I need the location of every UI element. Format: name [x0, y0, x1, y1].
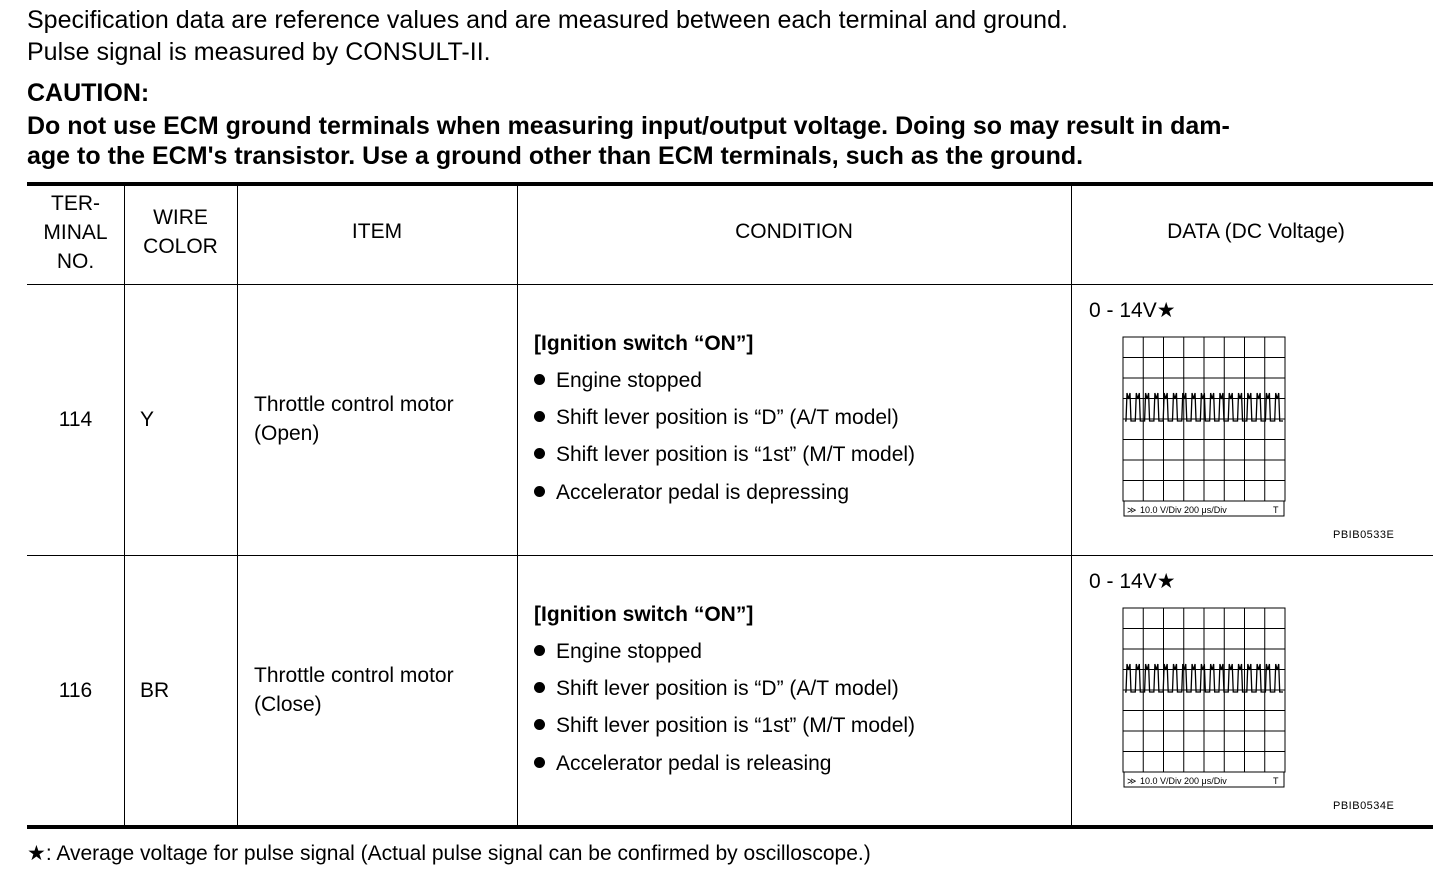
header-wire-line2: COLOR [143, 235, 218, 258]
star-icon: ★ [27, 842, 46, 865]
condition-item [534, 369, 702, 393]
condition-item [534, 443, 915, 467]
column-divider [124, 186, 125, 825]
header-terminal-line1: TER- [51, 192, 100, 215]
condition-text: Accelerator pedal is releasing [556, 752, 832, 775]
bullet-icon [534, 448, 545, 459]
terminal-number: 116 [58, 679, 93, 702]
wire-color: Y [140, 408, 155, 431]
column-divider [1071, 186, 1072, 825]
header-wire-line1: WIRE [153, 206, 208, 229]
condition-title: [Ignition switch “ON”] [534, 603, 754, 626]
image-code: PBIB0534E [1333, 800, 1395, 812]
scope-trigger-glyph: T [1273, 505, 1279, 515]
bullet-icon [534, 645, 545, 656]
scope-left-glyph: ≫ [1127, 505, 1137, 515]
scope-trigger-glyph: T [1273, 776, 1279, 786]
column-divider [237, 186, 238, 825]
bullet-icon [534, 719, 545, 730]
header-wire-color [124, 203, 237, 261]
item-name-line2: (Close) [254, 693, 322, 716]
item-name-line2: (Open) [254, 422, 320, 445]
footnote [27, 841, 871, 866]
condition-text: Engine stopped [556, 640, 702, 663]
voltage-value [1089, 569, 1176, 594]
scope-scale-label: 10.0 V/Div 200 μs/Div [1140, 505, 1227, 515]
terminal-number: 114 [58, 408, 93, 431]
header-item: ITEM [351, 220, 403, 243]
bullet-icon [534, 411, 545, 422]
scope-left-glyph: ≫ [1127, 776, 1137, 786]
condition-item [534, 752, 831, 776]
oscilloscope-waveform [1121, 336, 1287, 523]
header-data: DATA (DC Voltage) [1167, 220, 1345, 243]
waveform-open-svg [1121, 336, 1287, 518]
scope-scale-label: 10.0 V/Div 200 μs/Div [1140, 776, 1227, 786]
condition-text: Shift lever position is “1st” (M/T model) [556, 443, 916, 466]
column-divider [517, 186, 518, 825]
item-name-line1: Throttle control motor [254, 664, 454, 687]
voltage-text: 0 - 14V [1089, 299, 1157, 322]
header-condition: CONDITION [735, 220, 853, 243]
condition-text: Shift lever position is “D” (A/T model) [556, 677, 899, 700]
bullet-icon [534, 757, 545, 768]
header-terminal-line2: MINAL [43, 221, 108, 244]
bullet-icon [534, 682, 545, 693]
image-code: PBIB0533E [1333, 529, 1395, 541]
bullet-icon [534, 486, 545, 497]
condition-text: Engine stopped [556, 369, 702, 392]
condition-title: [Ignition switch “ON”] [534, 332, 754, 355]
condition-item [534, 406, 899, 430]
header-terminal-line3: NO. [56, 250, 95, 273]
item-name-line1: Throttle control motor [254, 393, 454, 416]
condition-item [534, 714, 915, 738]
condition-text: Accelerator pedal is depressing [556, 481, 849, 504]
condition-text: Shift lever position is “1st” (M/T model) [556, 714, 916, 737]
condition-item [534, 677, 899, 701]
condition-item [534, 481, 849, 505]
caution-label: CAUTION: [27, 79, 150, 107]
table-bottom-rule [27, 825, 1433, 829]
item-name [254, 661, 454, 719]
pulse-note: Pulse signal is measured by CONSULT-II. [27, 38, 491, 66]
caution-text-line2: age to the ECM's transistor. Use a ground other than ECM terminals, such as the ground. [27, 142, 1084, 170]
voltage-value [1089, 298, 1176, 323]
star-icon: ★ [1156, 570, 1176, 593]
wire-color: BR [140, 679, 170, 702]
footnote-text: : Average voltage for pulse signal (Actual pulse signal can be confirmed by oscilloscope.) [45, 842, 871, 865]
oscilloscope-waveform [1121, 607, 1287, 794]
caution-text-line1: Do not use ECM ground terminals when measuring input/output voltage. Doing so may result in dam- [27, 112, 1230, 140]
waveform-close-svg [1121, 607, 1287, 789]
header-terminal-no [27, 189, 124, 276]
bullet-icon [534, 374, 545, 385]
item-name [254, 390, 454, 448]
voltage-text: 0 - 14V [1089, 570, 1157, 593]
star-icon: ★ [1156, 299, 1176, 322]
condition-text: Shift lever position is “D” (A/T model) [556, 406, 899, 429]
spec-note: Specification data are reference values and are measured between each terminal and ground. [27, 6, 1068, 34]
condition-item [534, 640, 702, 664]
